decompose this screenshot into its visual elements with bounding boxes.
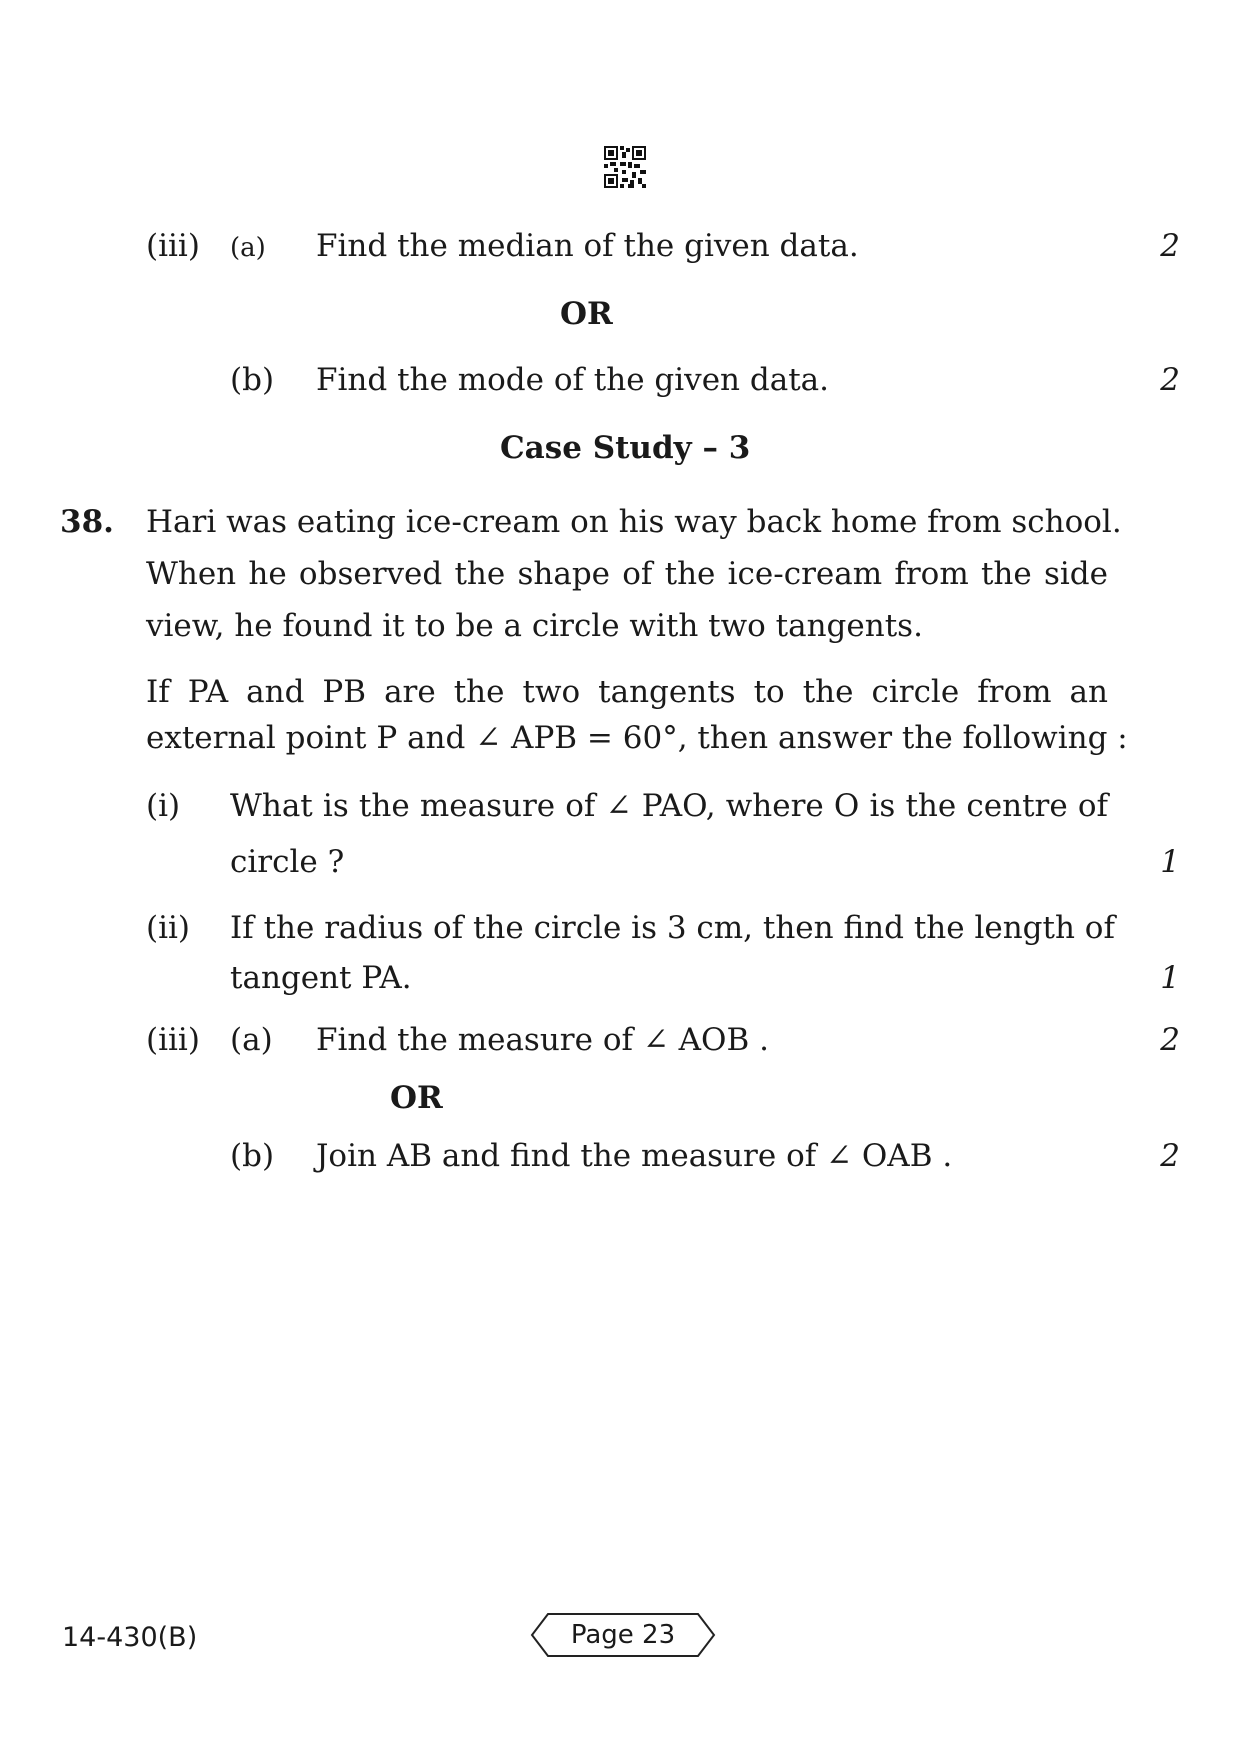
option-label: (a) [230, 1022, 273, 1058]
or-divider: OR [390, 1080, 443, 1116]
paragraph-line: view, he found it to be a circle with two tangents. [146, 608, 923, 644]
paragraph-line: Hari was eating ice-cream on his way back home from school. [146, 504, 1122, 540]
sub-question-text: circle ? [230, 844, 345, 880]
marks: 2 [1160, 1138, 1180, 1174]
marks: 1 [1160, 844, 1180, 880]
sub-question-text: If the radius of the circle is 3 cm, then find the length of [230, 910, 1115, 946]
option-label: (a) [230, 233, 266, 263]
sub-question-text: tangent PA. [230, 960, 412, 996]
option-text: Join AB and find the measure of ∠ OAB . [316, 1138, 953, 1174]
option-label: (b) [230, 1138, 275, 1174]
sub-question-text: What is the measure of ∠ PAO, where O is the centre of [230, 788, 1108, 824]
page-number: Page 23 [570, 1620, 676, 1650]
option-text: Find the mode of the given data. [316, 362, 829, 398]
sub-question-label: (ii) [146, 910, 191, 946]
option-text: Find the median of the given data. [316, 228, 859, 264]
question-number: 38. [60, 504, 114, 540]
paragraph-line: external point P and ∠ APB = 60°, then answer the following : [146, 720, 1128, 756]
paragraph-line: If PA and PB are the two tangents to the circle from an [146, 674, 1108, 710]
marks: 2 [1160, 362, 1180, 398]
paragraph-line: When he observed the shape of the ice-cream from the side [146, 556, 1108, 592]
qr-code-icon [604, 146, 646, 188]
option-text: Find the measure of ∠ AOB . [316, 1022, 769, 1058]
marks: 2 [1160, 228, 1180, 264]
sub-question-label: (iii) [146, 228, 200, 264]
paper-code: 14-430(B) [62, 1622, 198, 1653]
marks: 1 [1160, 960, 1180, 996]
sub-question-label: (i) [146, 788, 181, 824]
option-label: (b) [230, 362, 275, 398]
marks: 2 [1160, 1022, 1180, 1058]
sub-question-label: (iii) [146, 1022, 200, 1058]
section-heading: Case Study – 3 [500, 430, 751, 466]
